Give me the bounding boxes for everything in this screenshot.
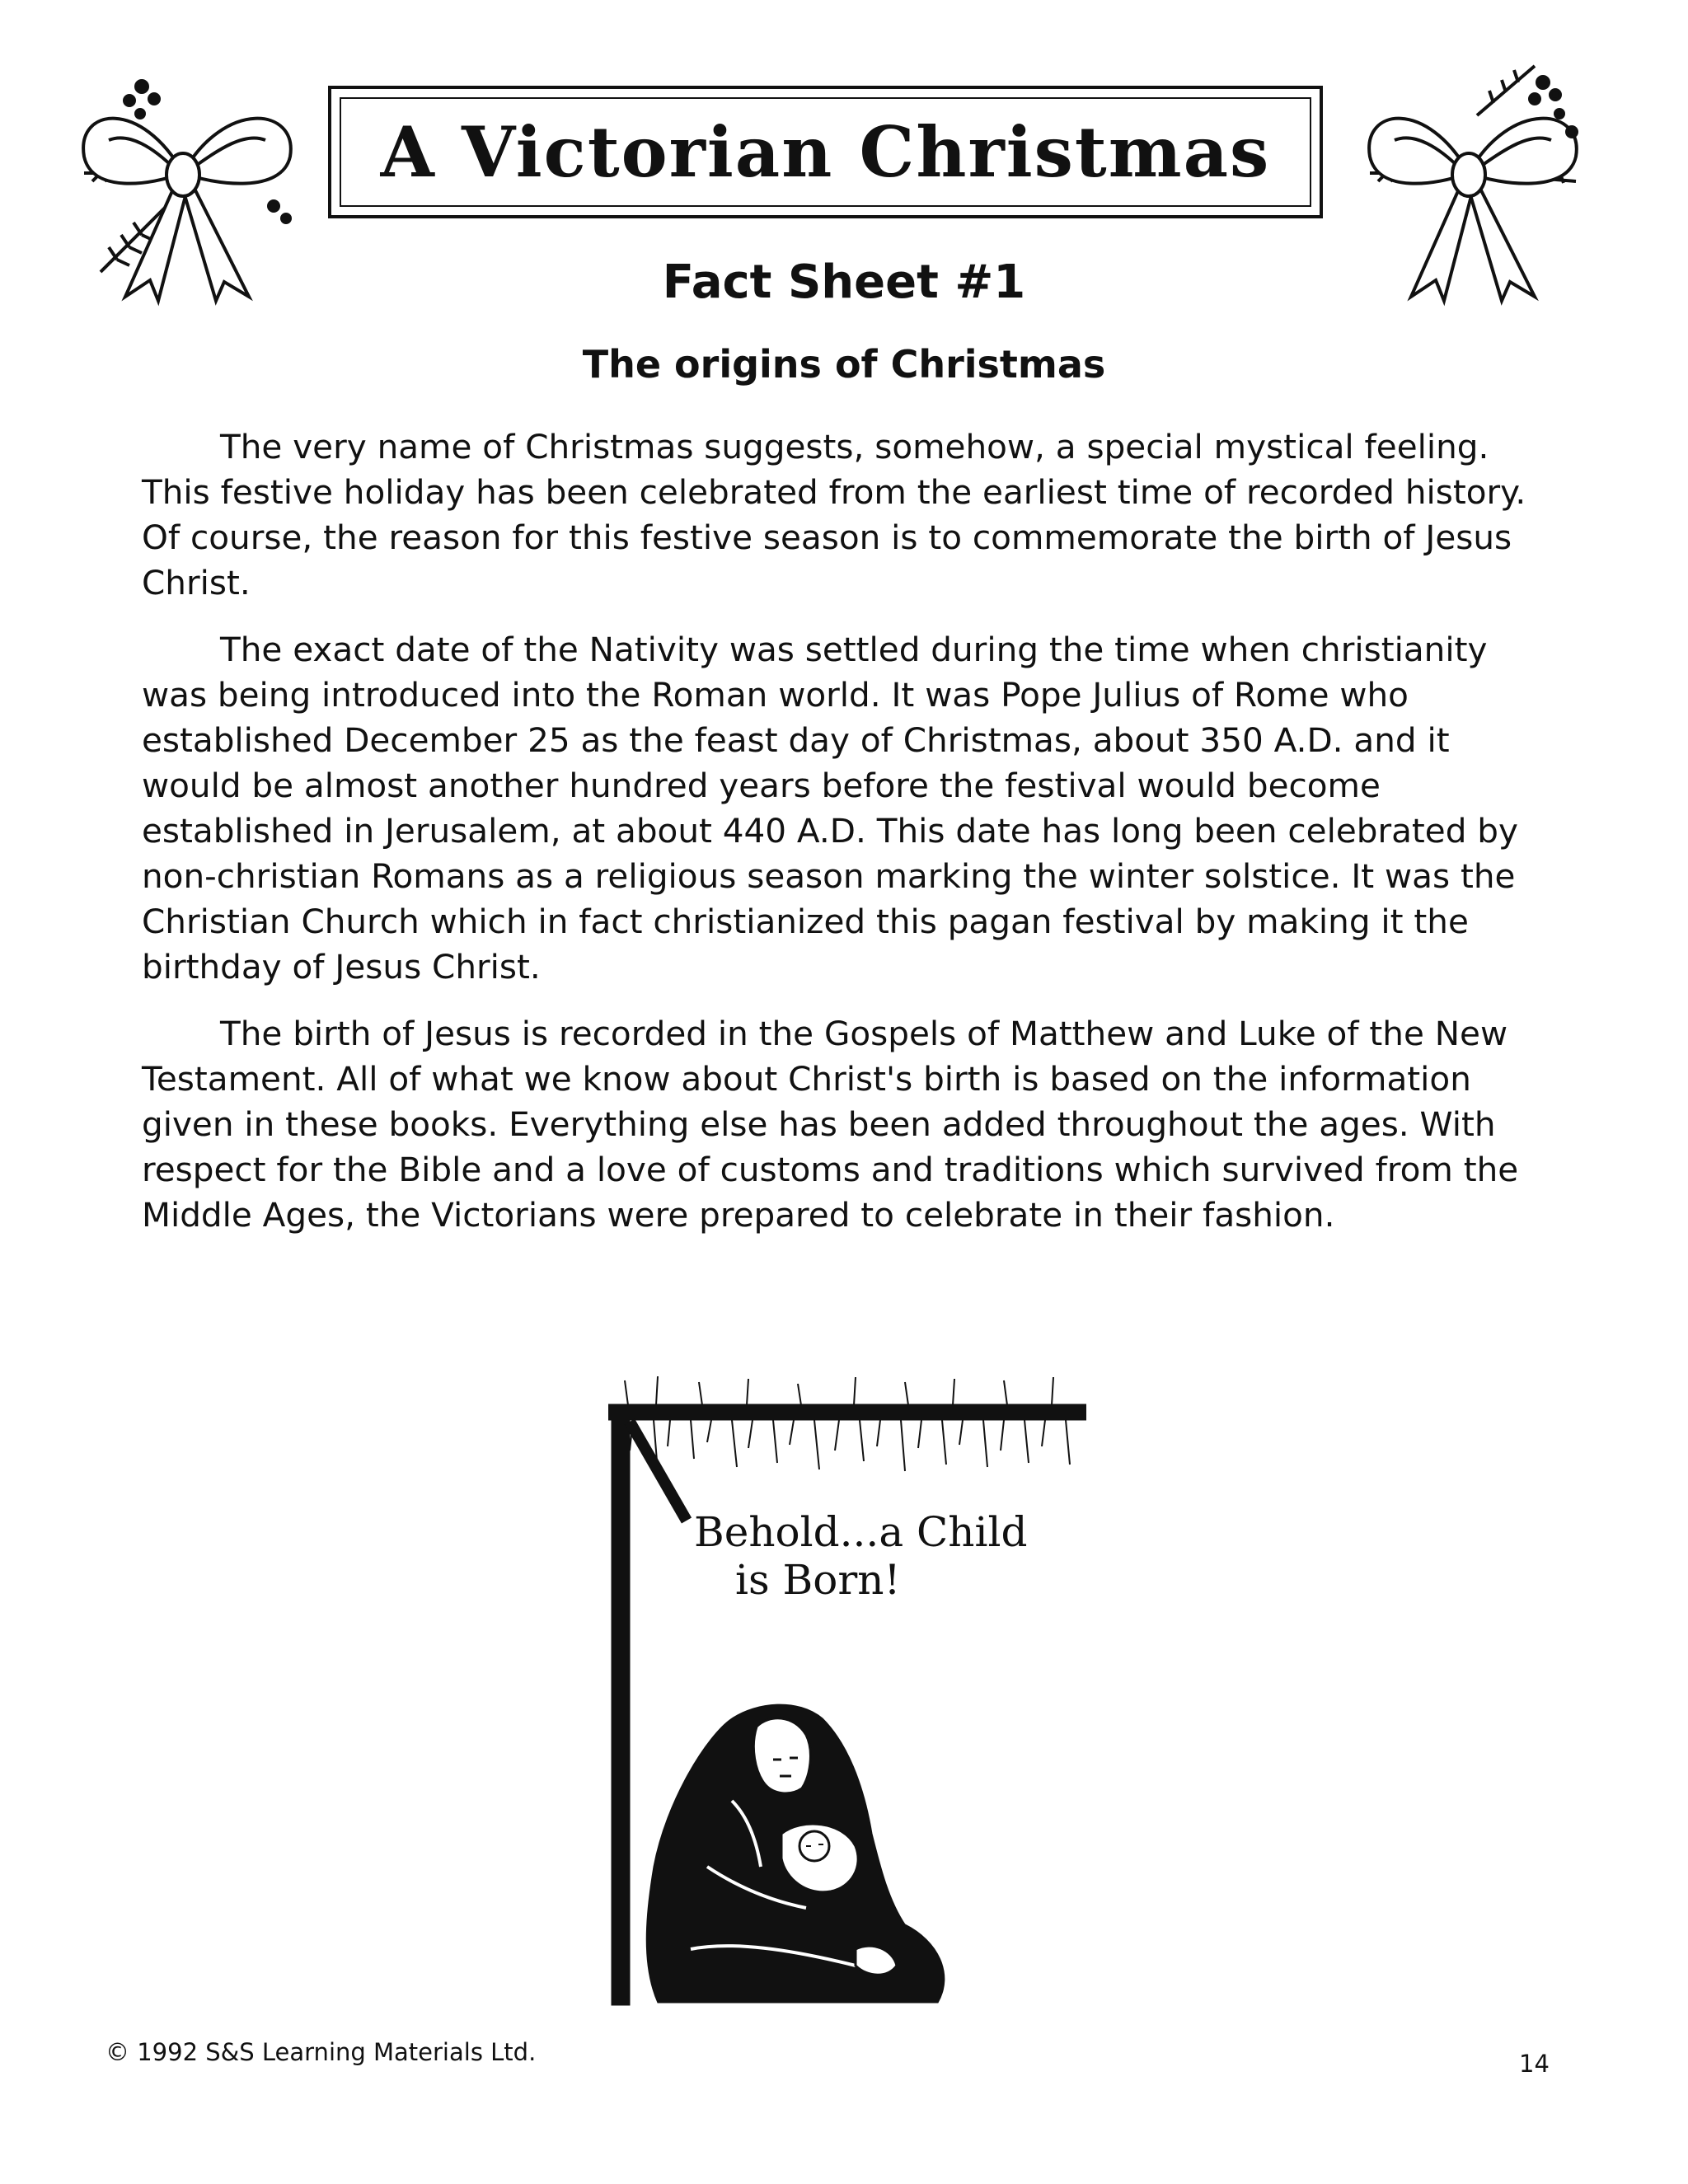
copyright-notice: © 1992 S&S Learning Materials Ltd.: [106, 2038, 537, 2066]
nativity-illustration: [608, 1372, 1086, 2007]
paragraph: The very name of Christmas suggests, somehow, a special mystical feeling. This festive holiday has been celebrated from the earliest time of recorded history. Of course, the reason for this festive season is to commemorate the birth of Jesus Christ.: [142, 427, 1526, 602]
caption-line: Behold...a Child: [694, 1508, 1028, 1556]
section-subheading: The origins of Christmas: [582, 342, 1106, 387]
caption-line: is Born!: [735, 1556, 901, 1604]
body-text: [142, 424, 1543, 1259]
paragraph: The birth of Jesus is recorded in the Gospels of Matthew and Luke of the New Testament. All of what we know about Christ's birth is based on the information given in these books. Everything else has been added throughout the ages. With respect for the Bible and a love of customs and traditions which survived from the Middle Ages, the Victorians were prepared to celebrate in their fashion.: [142, 1014, 1519, 1235]
paragraph: The exact date of the Nativity was settled during the time when christianity was being introduced into the Roman world. It was Pope Julius of Rome who established December 25 as the feast day of Christmas, about 350 A.D. and it would be almost another hundred years before the festival would become established in Jerusalem, at about 440 A.D. This date has long been celebrated by non-christian Romans as a religious season marking the winter solstice. It was the Christian Church which in fact christianized this pagan festival by making it the birthday of Jesus Christ.: [142, 630, 1518, 987]
page-title: A Victorian Christmas: [380, 111, 1271, 193]
fact-sheet-heading: Fact Sheet #1: [662, 255, 1026, 309]
title-box: [328, 86, 1323, 218]
page-number: 14: [1519, 2050, 1550, 2078]
illustration-caption: [694, 1508, 1081, 1604]
